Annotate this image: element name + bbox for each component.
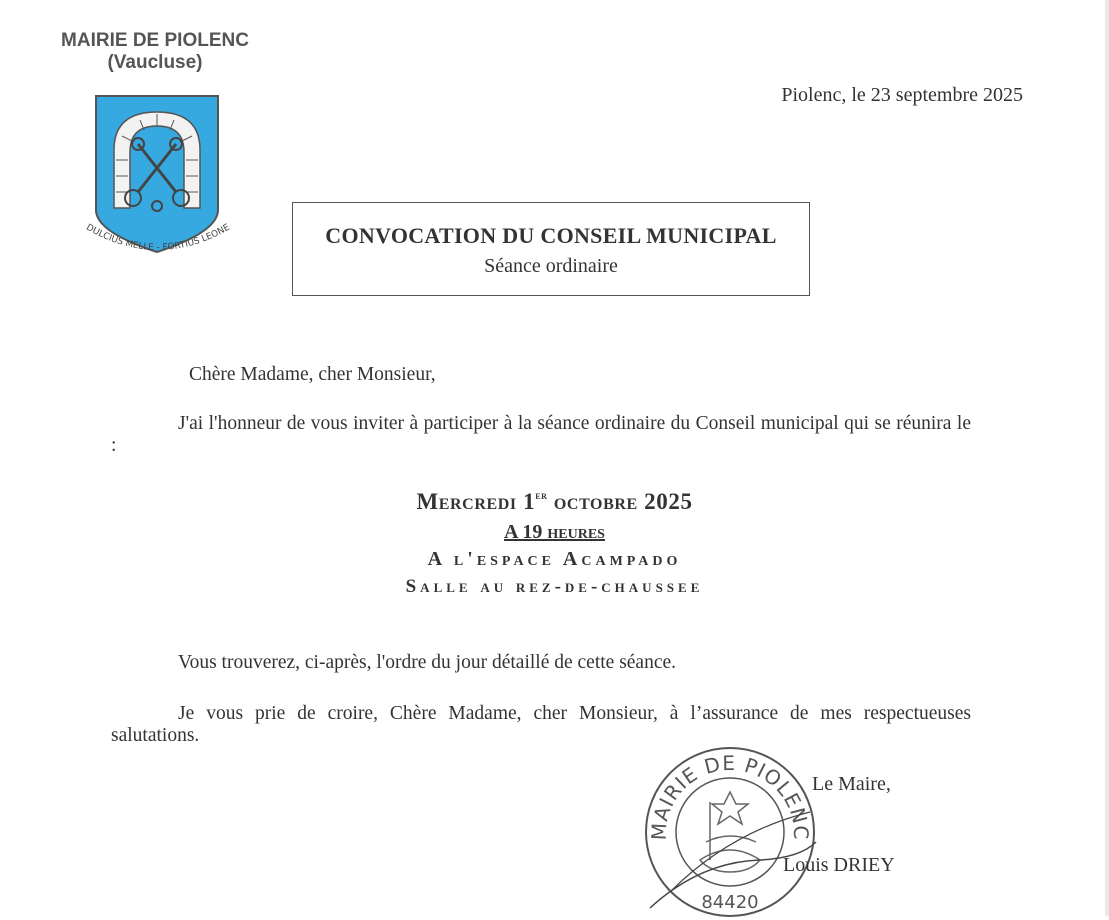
org-name: MAIRIE DE PIOLENC [61,30,249,51]
department: (Vaucluse) [107,52,203,73]
meeting-date: Mercredi 1er octobre 2025 [416,488,693,514]
svg-text:MAIRIE DE PIOLENC: MAIRIE DE PIOLENC [646,750,814,841]
date-line: Piolenc, le 23 septembre 2025 [781,84,1023,106]
svg-text:84420: 84420 [701,892,759,913]
title-box [292,202,810,296]
page-edge [1105,0,1109,916]
meeting-place: A l'espace Acampado [427,548,682,570]
closing-paragraph: Je vous prie de croire, Chère Madame, cher Monsieur, à l’assurance de mes respectueuses salutations. [111,703,971,746]
agenda-note: Vous trouverez, ci-après, l'ordre du jour détaillé de cette séance. [178,652,677,673]
invitation-paragraph: J'ai l'honneur de vous inviter à participer à la séance ordinaire du Conseil municipal qui se réunira le : [111,413,971,456]
letterhead [40,30,270,74]
signer-name: Louis DRIEY [783,854,895,876]
document-subtitle: Séance ordinaire [484,255,618,277]
mayor-stamp [640,742,820,920]
meeting-room: Salle au rez-de-chaussee [405,576,704,597]
meeting-time: A 19 heures [504,521,605,543]
salutation: Chère Madame, cher Monsieur, [189,364,436,385]
document-title: CONVOCATION DU CONSEIL MUNICIPAL [325,223,777,248]
svg-text:DULCIUS MELLE - FORTIUS LEONE: DULCIUS MELLE - FORTIUS LEONE [84,222,232,254]
crest-logo [78,92,238,272]
signer-role: Le Maire, [812,773,891,795]
